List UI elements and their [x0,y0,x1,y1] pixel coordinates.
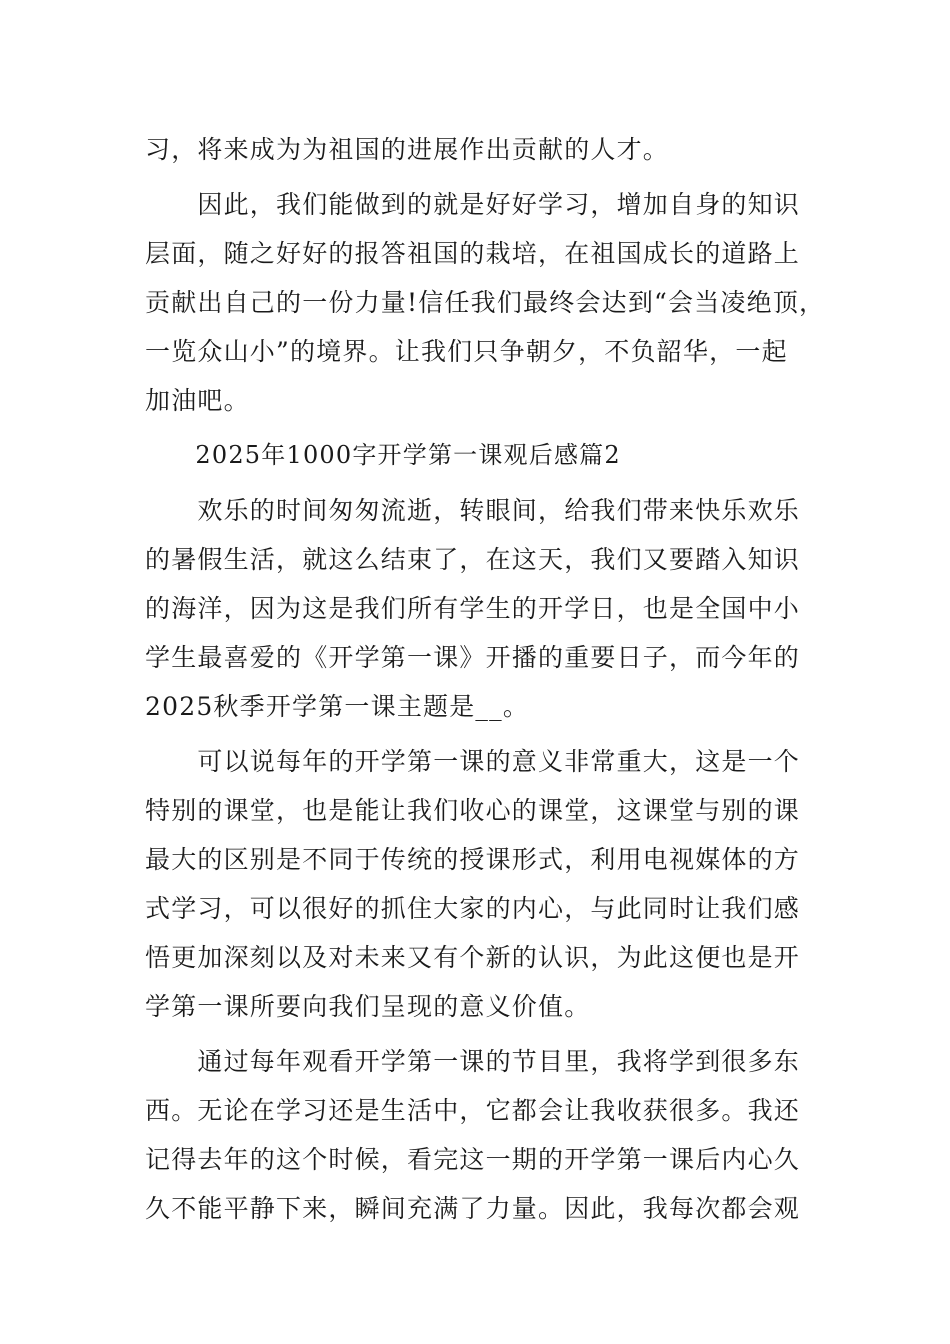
text-line: 一览众山小”的境界。让我们只争朝夕，不负韶华，一起 [145,337,788,366]
text-line: 学生最喜爱的《开学第一课》开播的重要日子，而今年的 [145,643,801,672]
text-line: 2025秋季开学第一课主题是__。 [145,692,530,721]
text-line: 久不能平静下来，瞬间充满了力量。因此，我每次都会观 [145,1194,801,1223]
text-line: 层面，随之好好的报答祖国的栽培，在祖国成长的道路上 [145,239,801,268]
document-body [145,125,826,1233]
text-line: 的海洋，因为这是我们所有学生的开学日，也是全国中小 [145,594,801,623]
section-heading: 2025年1000字开学第一课观后感篇2 [145,441,621,469]
text-line: 记得去年的这个时候，看完这一期的开学第一课后内心久 [145,1145,801,1174]
text-line: 最大的区别是不同于传统的授课形式，利用电视媒体的方 [145,845,801,874]
text-line: 学第一课所要向我们呈现的意义价值。 [145,992,591,1021]
text-line: 贡献出自己的一份力量!信任我们最终会达到“会当凌绝顶， [145,288,826,317]
text-line: 加油吧。 [145,386,250,415]
text-line: 悟更加深刻以及对未来又有个新的认识，为此这便也是开 [145,943,801,972]
text-line: 因此，我们能做到的就是好好学习，增加自身的知识 [145,190,801,219]
text-line: 特别的课堂，也是能让我们收心的课堂，这课堂与别的课 [145,796,801,825]
text-line: 的暑假生活，就这么结束了，在这天，我们又要踏入知识 [145,545,801,574]
text-line: 习，将来成为为祖国的进展作出贡献的人才。 [145,135,670,164]
text-line: 通过每年观看开学第一课的节目里，我将学到很多东 [145,1047,801,1076]
text-line: 可以说每年的开学第一课的意义非常重大，这是一个 [145,747,801,776]
text-line: 西。无论在学习还是生活中，它都会让我收获很多。我还 [145,1096,801,1125]
text-line: 欢乐的时间匆匆流逝，转眼间，给我们带来快乐欢乐 [145,496,801,525]
text-line: 式学习，可以很好的抓住大家的内心，与此同时让我们感 [145,894,801,923]
